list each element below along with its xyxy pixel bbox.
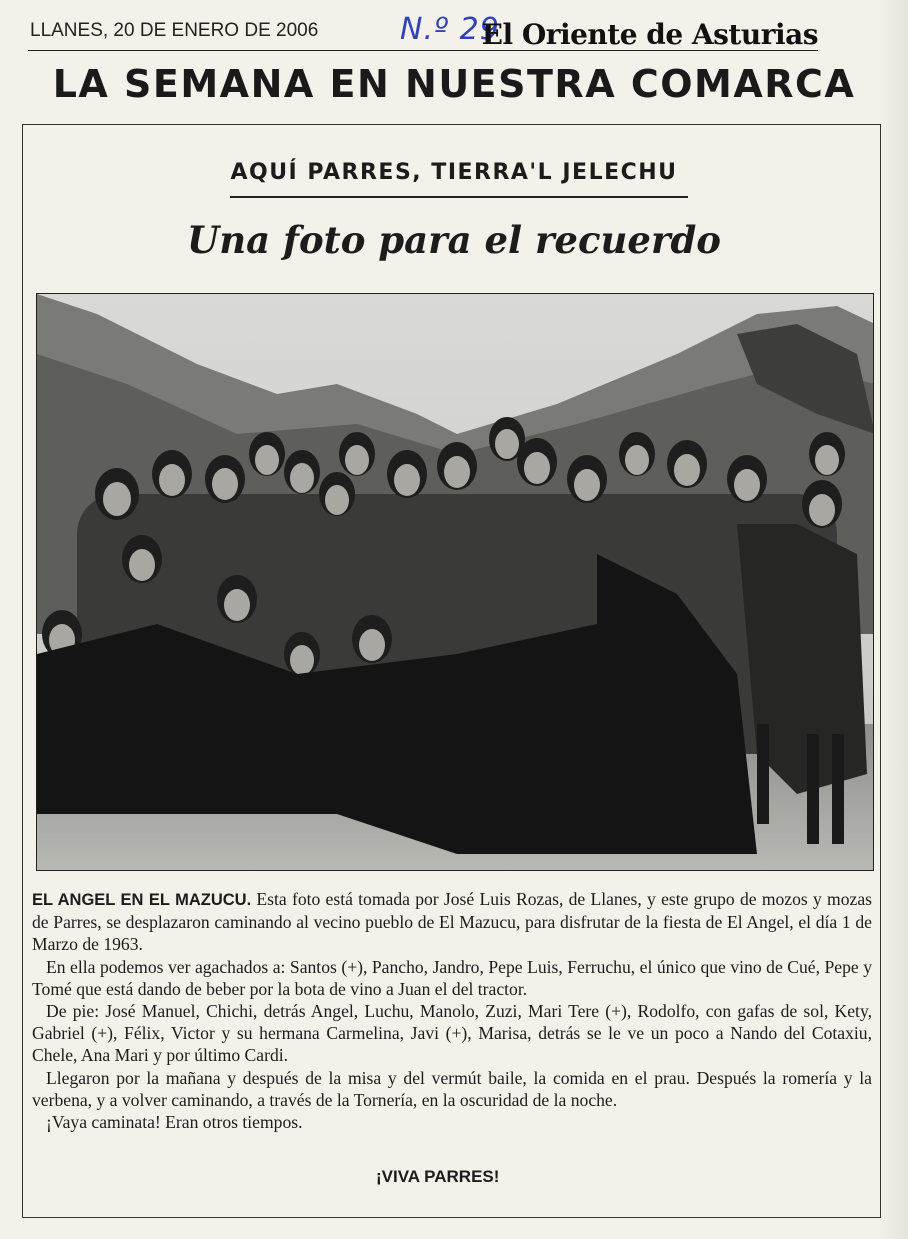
caption-lead: EL ANGEL EN EL MAZUCU.: [32, 891, 252, 909]
article-kicker: AQUÍ PARRES, TIERRA'L JELECHU: [230, 160, 678, 185]
group-photo-image: [37, 294, 874, 871]
newspaper-header: [28, 10, 818, 51]
caption-text-1: Esta foto está tomada por José Luis Rozas, de Llanes, y este grupo de mozos y mozas de Parres, se desplazaron caminando al vecino pueblo de El Mazucu, para disfrutar de la fiesta de El Angel, el día 1 de Marzo de 1963.: [32, 889, 873, 955]
caption-paragraph-4: Llegaron por la mañana y después de la misa y del vermút baile, la comida en el prau. Después la romería y la verbena, y a volver caminando, a través de la Tornería, en la oscuridad de la noche.: [32, 1067, 872, 1110]
caption-paragraph-2: En ella podemos ver agachados a: Santos (+), Pancho, Jandro, Pepe Luis, Ferruchu, el único que vino de Cué, Pepe y Tomé que está dando de beber por la bota de vino a Juan el del tractor.: [32, 956, 872, 999]
kicker-underline: [230, 196, 688, 198]
handwritten-issue-number: N.º 29: [400, 12, 500, 47]
caption-paragraph-3: De pie: José Manuel, Chichi, detrás Angel, Luchu, Manolo, Zuzi, Mari Tere (+), Rodolfo, con gafas de sol, Kety, Gabriel (+), Félix, Victor y su hermana Carmelina, Javi (+), Marisa, detrás se le ve un poco a Nando del Cotaxiu, Chele, Ana Mari y por último Cardi.: [32, 1001, 872, 1066]
newspaper-name: El Oriente de Asturias: [481, 18, 818, 51]
section-title: LA SEMANA EN NUESTRA COMARCA: [52, 62, 856, 106]
caption-paragraph-1: [32, 888, 872, 956]
page-edge-shadow: [878, 0, 908, 1239]
group-photo: [36, 293, 874, 871]
caption-paragraph-5: ¡Vaya caminata! Eran otros tiempos.: [46, 1112, 303, 1133]
photo-caption: [32, 888, 872, 1133]
sign-off: ¡VIVA PARRES!: [376, 1167, 500, 1186]
date-line: LLANES, 20 DE ENERO DE 2006: [30, 20, 319, 41]
article-headline: Una foto para el recuerdo: [187, 218, 721, 262]
